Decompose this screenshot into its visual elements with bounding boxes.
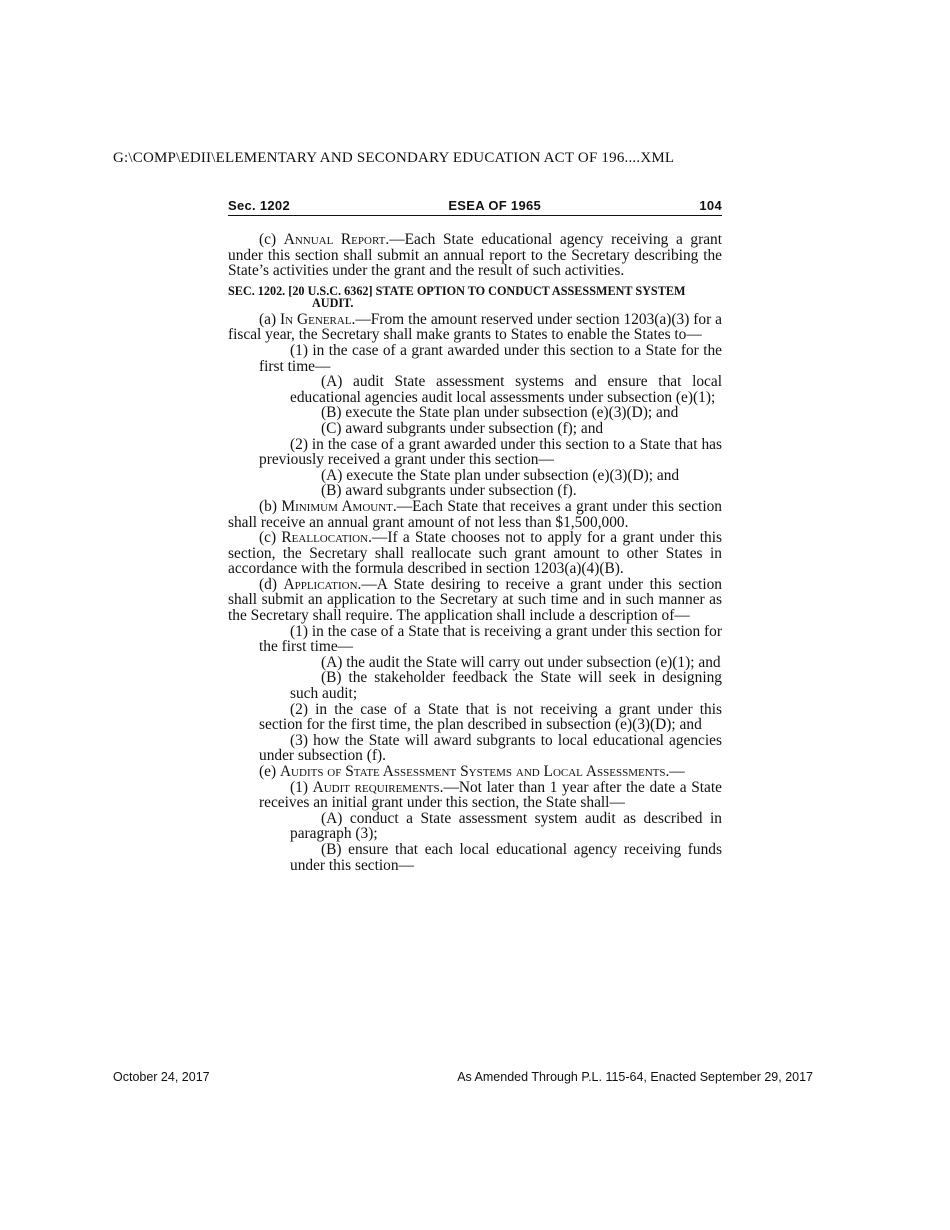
paragraph-d-1-B: (B) the stakeholder feedback the State will seek in designing such audit;: [290, 669, 722, 703]
paragraph-d-2: (2) in the case of a State that is not receiving a grant under this section for the first time, the plan described in subsection (e)(3)(D); and: [259, 700, 722, 734]
header-title: ESEA OF 1965: [448, 198, 542, 213]
paragraph-a-2-A: (A) execute the State plan under subsection (e)(3)(D); and: [321, 466, 680, 484]
paragraph-e-1: (1) Audit requirements.—Not later than 1 year after the date a State receives an initial grant under this section, the State shall—: [259, 778, 722, 812]
header-section: Sec. 1202: [228, 198, 290, 213]
footer-amended-note: As Amended Through P.L. 115-64, Enacted September 29, 2017: [457, 1070, 813, 1084]
paragraph-b-minimum-amount: (b) Minimum Amount.—Each State that receives a grant under this section shall receive an annual grant amount of not less than $1,500,000.: [228, 497, 722, 531]
paragraph-d-1: (1) in the case of a State that is receiving a grant under this section for the first time—: [259, 622, 722, 656]
paragraph-a-1: (1) in the case of a grant awarded under this section to a State for the first time—: [259, 341, 722, 375]
paragraph-c-reallocation: (c) Reallocation.—If a State chooses not to apply for a grant under this section, the Secretary shall reallocate such grant amount to other States in accordance with the formula described in section 1203(a)(4)(B).: [228, 529, 722, 578]
subsection-heading: Audits of State Assessment Systems and Local Assessments.: [279, 763, 670, 780]
footer-date: October 24, 2017: [113, 1070, 210, 1084]
subsection-heading: Minimum Amount.: [281, 497, 397, 515]
paragraph-d-1-A: (A) the audit the State will carry out under subsection (e)(1); and: [321, 653, 721, 671]
paragraph-a-1-B: (B) execute the State plan under subsection (e)(3)(D); and: [321, 404, 679, 422]
subsection-heading: In General.: [280, 310, 356, 328]
paragraph-a-1-A: (A) audit State assessment systems and ensure that local educational agencies audit local assessments under subsection (e)(1);: [290, 373, 722, 406]
subsection-heading: Reallocation.: [281, 529, 372, 547]
running-header: [228, 198, 722, 216]
paragraph-a-in-general: (a) In General.—From the amount reserved under section 1203(a)(3) for a fiscal year, the Secretary shall make grants to States to enable the States to—: [228, 310, 722, 344]
paragraph-e-audits: (e) Audits of State Assessment Systems and Local Assessments.—: [259, 763, 685, 780]
paragraph-e-1-B: (B) ensure that each local educational agency receiving funds under this section—: [290, 840, 722, 874]
paragraph-d-application: (d) Application.—A State desiring to receive a grant under this section shall submit an application to the Secretary at such time and in such manner as the Secretary shall require. The application shall include a description of—: [228, 575, 722, 625]
header-page-number: 104: [699, 198, 722, 213]
subsection-heading: Annual Report.: [283, 231, 390, 248]
paragraph-d-3: (3) how the State will award subgrants to local educational agencies under subsection (f).: [259, 731, 722, 765]
paragraph-a-1-C: (C) award subgrants under subsection (f); and: [321, 419, 604, 437]
paragraph-a-2-B: (B) award subgrants under subsection (f).: [321, 482, 577, 500]
paragraph-c-annual-report: (c) Annual Report.—Each State educational agency receiving a grant under this section shall submit an annual report to the Secretary describing the State’s activities under the grant and the result of such activities.: [228, 231, 723, 280]
paragraph-a-2: (2) in the case of a grant awarded under this section to a State that has previously received a grant under this section—: [259, 435, 722, 469]
section-heading: SEC. 1202. [20 U.S.C. 6362] STATE OPTION TO CONDUCT ASSESSMENT SYSTEM AUDIT.: [228, 283, 686, 311]
paragraph-e-1-A: (A) conduct a State assessment system audit as described in paragraph (3);: [290, 809, 722, 843]
file-path: G:\COMP\EDII\ELEMENTARY AND SECONDARY EDUCATION ACT OF 196....XML: [113, 150, 675, 166]
paragraph-heading: Audit requirements.: [312, 778, 444, 796]
document-body: [228, 232, 722, 873]
subsection-heading: Application.: [283, 575, 362, 593]
